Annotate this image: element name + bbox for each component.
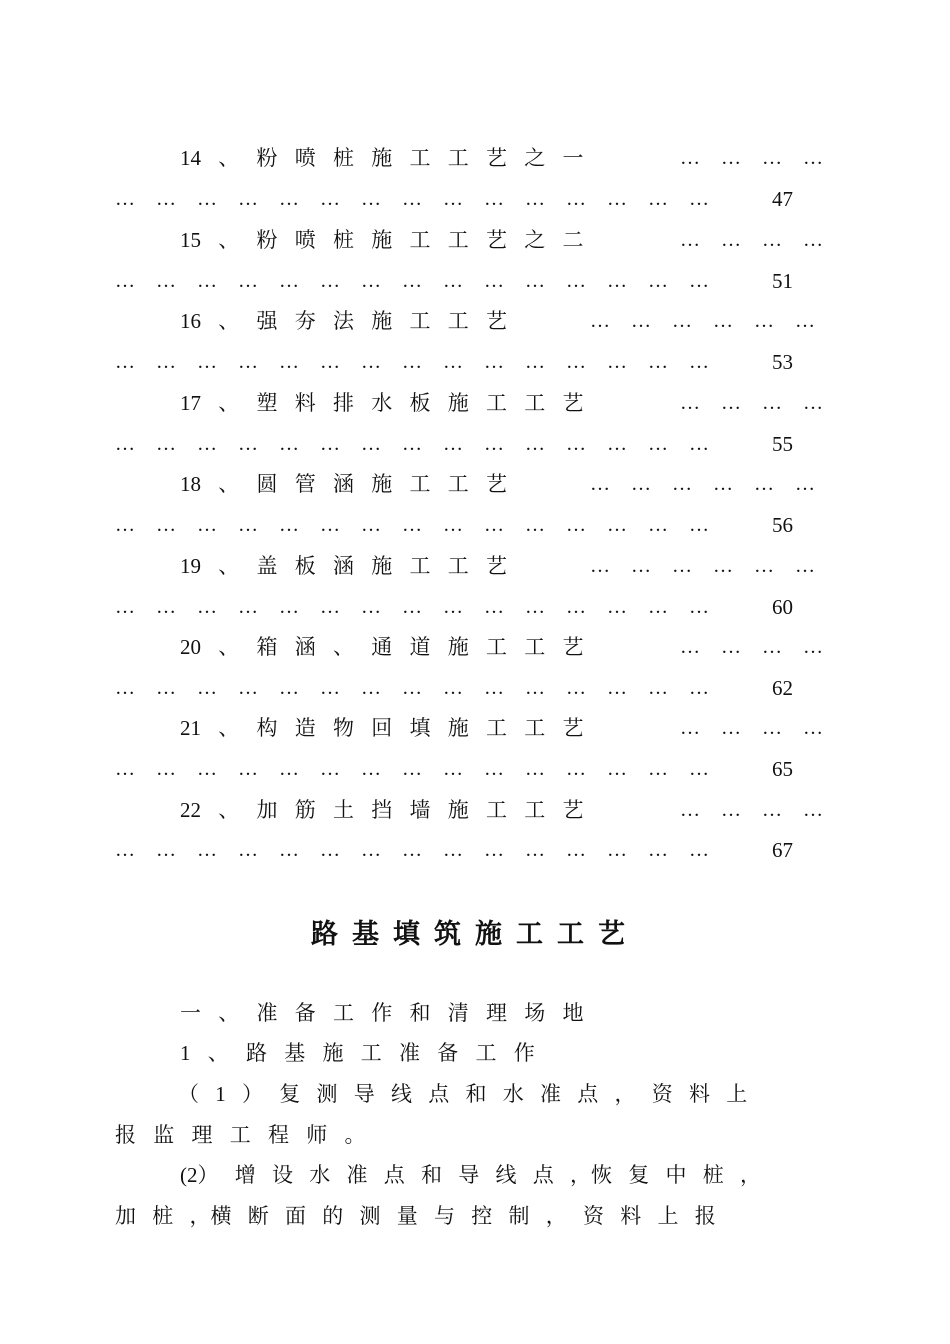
toc-entry-22-cont	[0, 830, 950, 870]
toc-leader-dots: … … … … … … … … … … … … … … …	[115, 758, 710, 780]
toc-entry-21[interactable]	[0, 708, 950, 748]
toc-entry-17[interactable]	[0, 383, 950, 423]
toc-entry-14-cont	[0, 179, 950, 219]
toc-page-number: 47	[772, 187, 793, 211]
paragraph-text: （ 1 ） 复 测 导 线 点 和 水 准 点 ， 资 料 上	[178, 1082, 748, 1106]
toc-leader-dots: … … … …	[680, 392, 824, 414]
toc-page-number: 55	[772, 432, 793, 456]
toc-page-number: 51	[772, 269, 793, 293]
paragraph-item-2	[0, 1155, 950, 1195]
toc-entry-label: 22 、 加 筋 土 挡 墙 施 工 工 艺	[180, 798, 584, 822]
toc-leader-dots: … … … … … …	[590, 310, 816, 332]
toc-entry-label: 20 、 箱 涵 、 通 道 施 工 工 艺	[180, 635, 584, 659]
toc-entry-20-cont	[0, 668, 950, 708]
toc-leader-dots: … … … … … … … … … … … … … … …	[115, 270, 710, 292]
toc-entry-label: 14 、 粉 喷 桩 施 工 工 艺 之 一	[180, 146, 584, 170]
toc-leader-dots: … … … …	[680, 799, 824, 821]
toc-entry-20[interactable]	[0, 627, 950, 667]
heading-text: 1 、 路 基 施 工 准 备 工 作	[180, 1041, 535, 1065]
toc-entry-17-cont	[0, 424, 950, 464]
paragraph-item-2-cont	[0, 1196, 950, 1236]
paragraph-item-1-cont	[0, 1115, 950, 1155]
paragraph-item-1	[0, 1074, 950, 1114]
toc-entry-label: 16 、 强 夯 法 施 工 工 艺	[180, 309, 507, 333]
toc-leader-dots: … … … …	[680, 229, 824, 251]
heading-level-2	[0, 1033, 950, 1073]
toc-leader-dots: … … … …	[680, 636, 824, 658]
toc-leader-dots: … … … …	[680, 147, 824, 169]
section-title: 路基填筑施工工艺	[311, 919, 639, 949]
toc-page-number: 53	[772, 350, 793, 374]
toc-entry-15[interactable]	[0, 220, 950, 260]
toc-leader-dots: … … … … … … … … … … … … … … …	[115, 351, 710, 373]
toc-entry-label: 18 、 圆 管 涵 施 工 工 艺	[180, 472, 507, 496]
toc-entry-18[interactable]	[0, 464, 950, 504]
toc-entry-label: 19 、 盖 板 涵 施 工 工 艺	[180, 554, 507, 578]
heading-text: 一 、 准 备 工 作 和 清 理 场 地	[180, 1001, 584, 1025]
toc-leader-dots: … … … …	[680, 717, 824, 739]
toc-entry-21-cont	[0, 749, 950, 789]
toc-entry-18-cont	[0, 505, 950, 545]
toc-entry-22[interactable]	[0, 790, 950, 830]
toc-entry-label: 21 、 构 造 物 回 填 施 工 工 艺	[180, 716, 584, 740]
toc-leader-dots: … … … … … … … … … … … … … … …	[115, 596, 710, 618]
paragraph-text: 报 监 理 工 程 师 。	[115, 1123, 366, 1147]
toc-entry-label: 17 、 塑 料 排 水 板 施 工 工 艺	[180, 391, 584, 415]
toc-page-number: 65	[772, 757, 793, 781]
toc-entry-label: 15 、 粉 喷 桩 施 工 工 艺 之 二	[180, 228, 584, 252]
toc-leader-dots: … … … … … … … … … … … … … … …	[115, 514, 710, 536]
paragraph-text: (2） 增 设 水 准 点 和 导 线 点 ，恢 复 中 桩 ，	[180, 1163, 761, 1187]
toc-page-number: 62	[772, 676, 793, 700]
toc-entry-19-cont	[0, 587, 950, 627]
toc-leader-dots: … … … … … … … … … … … … … … …	[115, 677, 710, 699]
heading-level-1	[0, 993, 950, 1033]
toc-page-number: 67	[772, 838, 793, 862]
toc-entry-16-cont	[0, 342, 950, 382]
toc-leader-dots: … … … … … …	[590, 473, 816, 495]
toc-leader-dots: … … … … … … … … … … … … … … …	[115, 433, 710, 455]
toc-leader-dots: … … … … … … … … … … … … … … …	[115, 839, 710, 861]
toc-page-number: 60	[772, 595, 793, 619]
toc-leader-dots: … … … … … …	[590, 555, 816, 577]
paragraph-text: 加 桩 ，横 断 面 的 测 量 与 控 制 ， 资 料 上 报	[115, 1204, 716, 1228]
toc-entry-19[interactable]	[0, 546, 950, 586]
toc-page-number: 56	[772, 513, 793, 537]
toc-entry-15-cont	[0, 261, 950, 301]
toc-entry-14[interactable]	[0, 138, 950, 178]
toc-leader-dots: … … … … … … … … … … … … … … …	[115, 188, 710, 210]
toc-entry-16[interactable]	[0, 301, 950, 341]
